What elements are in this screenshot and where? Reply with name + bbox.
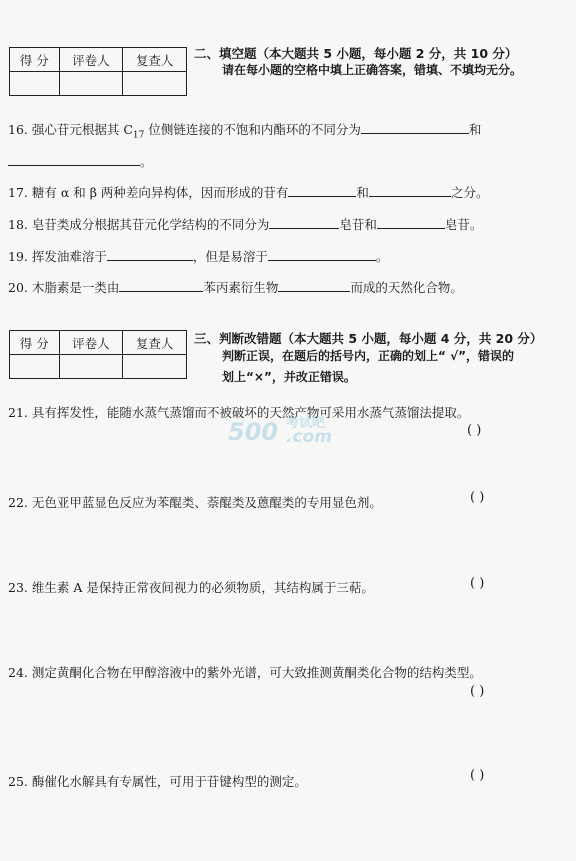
q20-blank-1[interactable] bbox=[119, 279, 203, 292]
section2-title: 二、填空题（本大题共 5 小题，每小题 2 分，共 10 分） bbox=[194, 46, 518, 61]
reviewer-cell[interactable] bbox=[123, 72, 187, 96]
watermark-en: .com bbox=[286, 427, 332, 447]
question-20 bbox=[8, 278, 463, 296]
section2-desc: 请在每小题的空格中填上正确答案，错填、不填均无分。 bbox=[222, 63, 523, 77]
q16-text-a: 16. 强心苷元根据其 C bbox=[8, 122, 133, 137]
q20-text-a: 20. 木脂素是一类由 bbox=[8, 280, 120, 295]
q18-text-b: 皂苷和 bbox=[339, 217, 377, 232]
section3-desc-2: 划上“×”，并改正错误。 bbox=[222, 370, 356, 384]
question-19 bbox=[8, 247, 388, 265]
q16-text-c: 和 bbox=[468, 122, 482, 137]
score-table-section2 bbox=[9, 47, 187, 96]
q23-answer-paren[interactable]: ( ) bbox=[470, 576, 485, 591]
q16-text-b: 位侧链连接的不饱和内酯环的不同分为 bbox=[144, 122, 361, 137]
q16-subscript: 17 bbox=[132, 130, 145, 141]
q18-text-a: 18. 皂苷类成分根据其苷元化学结构的不同分为 bbox=[8, 217, 270, 232]
question-24: 24. 测定黄酮化合物在甲醇溶液中的紫外光谱，可大致推测黄酮类化合物的结构类型。 bbox=[8, 665, 482, 680]
score-header: 得 分 bbox=[10, 331, 60, 355]
grader-header: 评卷人 bbox=[59, 331, 123, 355]
grader-header: 评卷人 bbox=[59, 48, 123, 72]
q17-text-c: 之分。 bbox=[450, 185, 489, 200]
question-23: 23. 维生素 A 是保持正常夜间视力的必须物质，其结构属于三萜。 bbox=[8, 580, 374, 595]
q18-blank-1[interactable] bbox=[269, 216, 339, 229]
question-22: 22. 无色亚甲蓝显色反应为苯醌类、萘醌类及蒽醌类的专用显色剂。 bbox=[8, 495, 382, 510]
score-header: 得 分 bbox=[10, 48, 60, 72]
question-18 bbox=[8, 215, 482, 233]
watermark-number: 500 bbox=[228, 418, 279, 446]
q17-text-a: 17. 糖有 α 和 β 两种差向异构体，因而形成的苷有 bbox=[8, 185, 289, 200]
score-cell[interactable] bbox=[10, 355, 60, 379]
q18-blank-2[interactable] bbox=[377, 216, 445, 229]
q16-text-d: 。 bbox=[140, 154, 153, 169]
section3-title: 三、判断改错题（本大题共 5 小题，每小题 4 分，共 20 分） bbox=[194, 331, 543, 346]
question-16 bbox=[8, 120, 481, 141]
q20-text-b: 苯丙素衍生物 bbox=[203, 280, 279, 295]
q17-blank-1[interactable] bbox=[288, 184, 356, 197]
score-table-section3 bbox=[9, 330, 187, 379]
q19-blank-2[interactable] bbox=[268, 248, 376, 261]
q20-blank-2[interactable] bbox=[278, 279, 350, 292]
q19-text-c: 。 bbox=[375, 249, 389, 264]
grader-cell[interactable] bbox=[59, 355, 123, 379]
reviewer-cell[interactable] bbox=[123, 355, 187, 379]
q17-blank-2[interactable] bbox=[369, 184, 451, 197]
score-cell[interactable] bbox=[10, 72, 60, 96]
section3-desc-1: 判断正误，在题后的括号内，正确的划上“ √”，错误的 bbox=[222, 349, 514, 363]
q20-text-c: 而成的天然化合物。 bbox=[350, 280, 463, 295]
q19-blank-1[interactable] bbox=[107, 248, 193, 261]
watermark-cn: 考试吧 bbox=[286, 416, 326, 431]
question-16-cont bbox=[8, 152, 153, 170]
q19-text-b: ，但是易溶于 bbox=[192, 249, 268, 264]
q25-answer-paren[interactable]: ( ) bbox=[470, 768, 485, 783]
question-17 bbox=[8, 183, 488, 201]
question-25: 25. 酶催化水解具有专属性，可用于苷键构型的测定。 bbox=[8, 774, 307, 789]
q24-answer-paren[interactable]: ( ) bbox=[470, 684, 485, 699]
q19-text-a: 19. 挥发油难溶于 bbox=[8, 249, 107, 264]
q16-blank-1[interactable] bbox=[361, 121, 469, 134]
q22-answer-paren[interactable]: ( ) bbox=[470, 490, 485, 505]
question-21: 21. 具有挥发性，能随水蒸气蒸馏而不被破坏的天然产物可采用水蒸气蒸馏法提取。 bbox=[8, 405, 470, 420]
q21-answer-paren[interactable]: ( ) bbox=[467, 423, 482, 438]
reviewer-header: 复查人 bbox=[123, 331, 187, 355]
reviewer-header: 复查人 bbox=[123, 48, 187, 72]
grader-cell[interactable] bbox=[59, 72, 123, 96]
q16-blank-2[interactable] bbox=[8, 153, 140, 166]
q18-text-c: 皂苷。 bbox=[444, 217, 483, 232]
q17-text-b: 和 bbox=[356, 185, 369, 200]
